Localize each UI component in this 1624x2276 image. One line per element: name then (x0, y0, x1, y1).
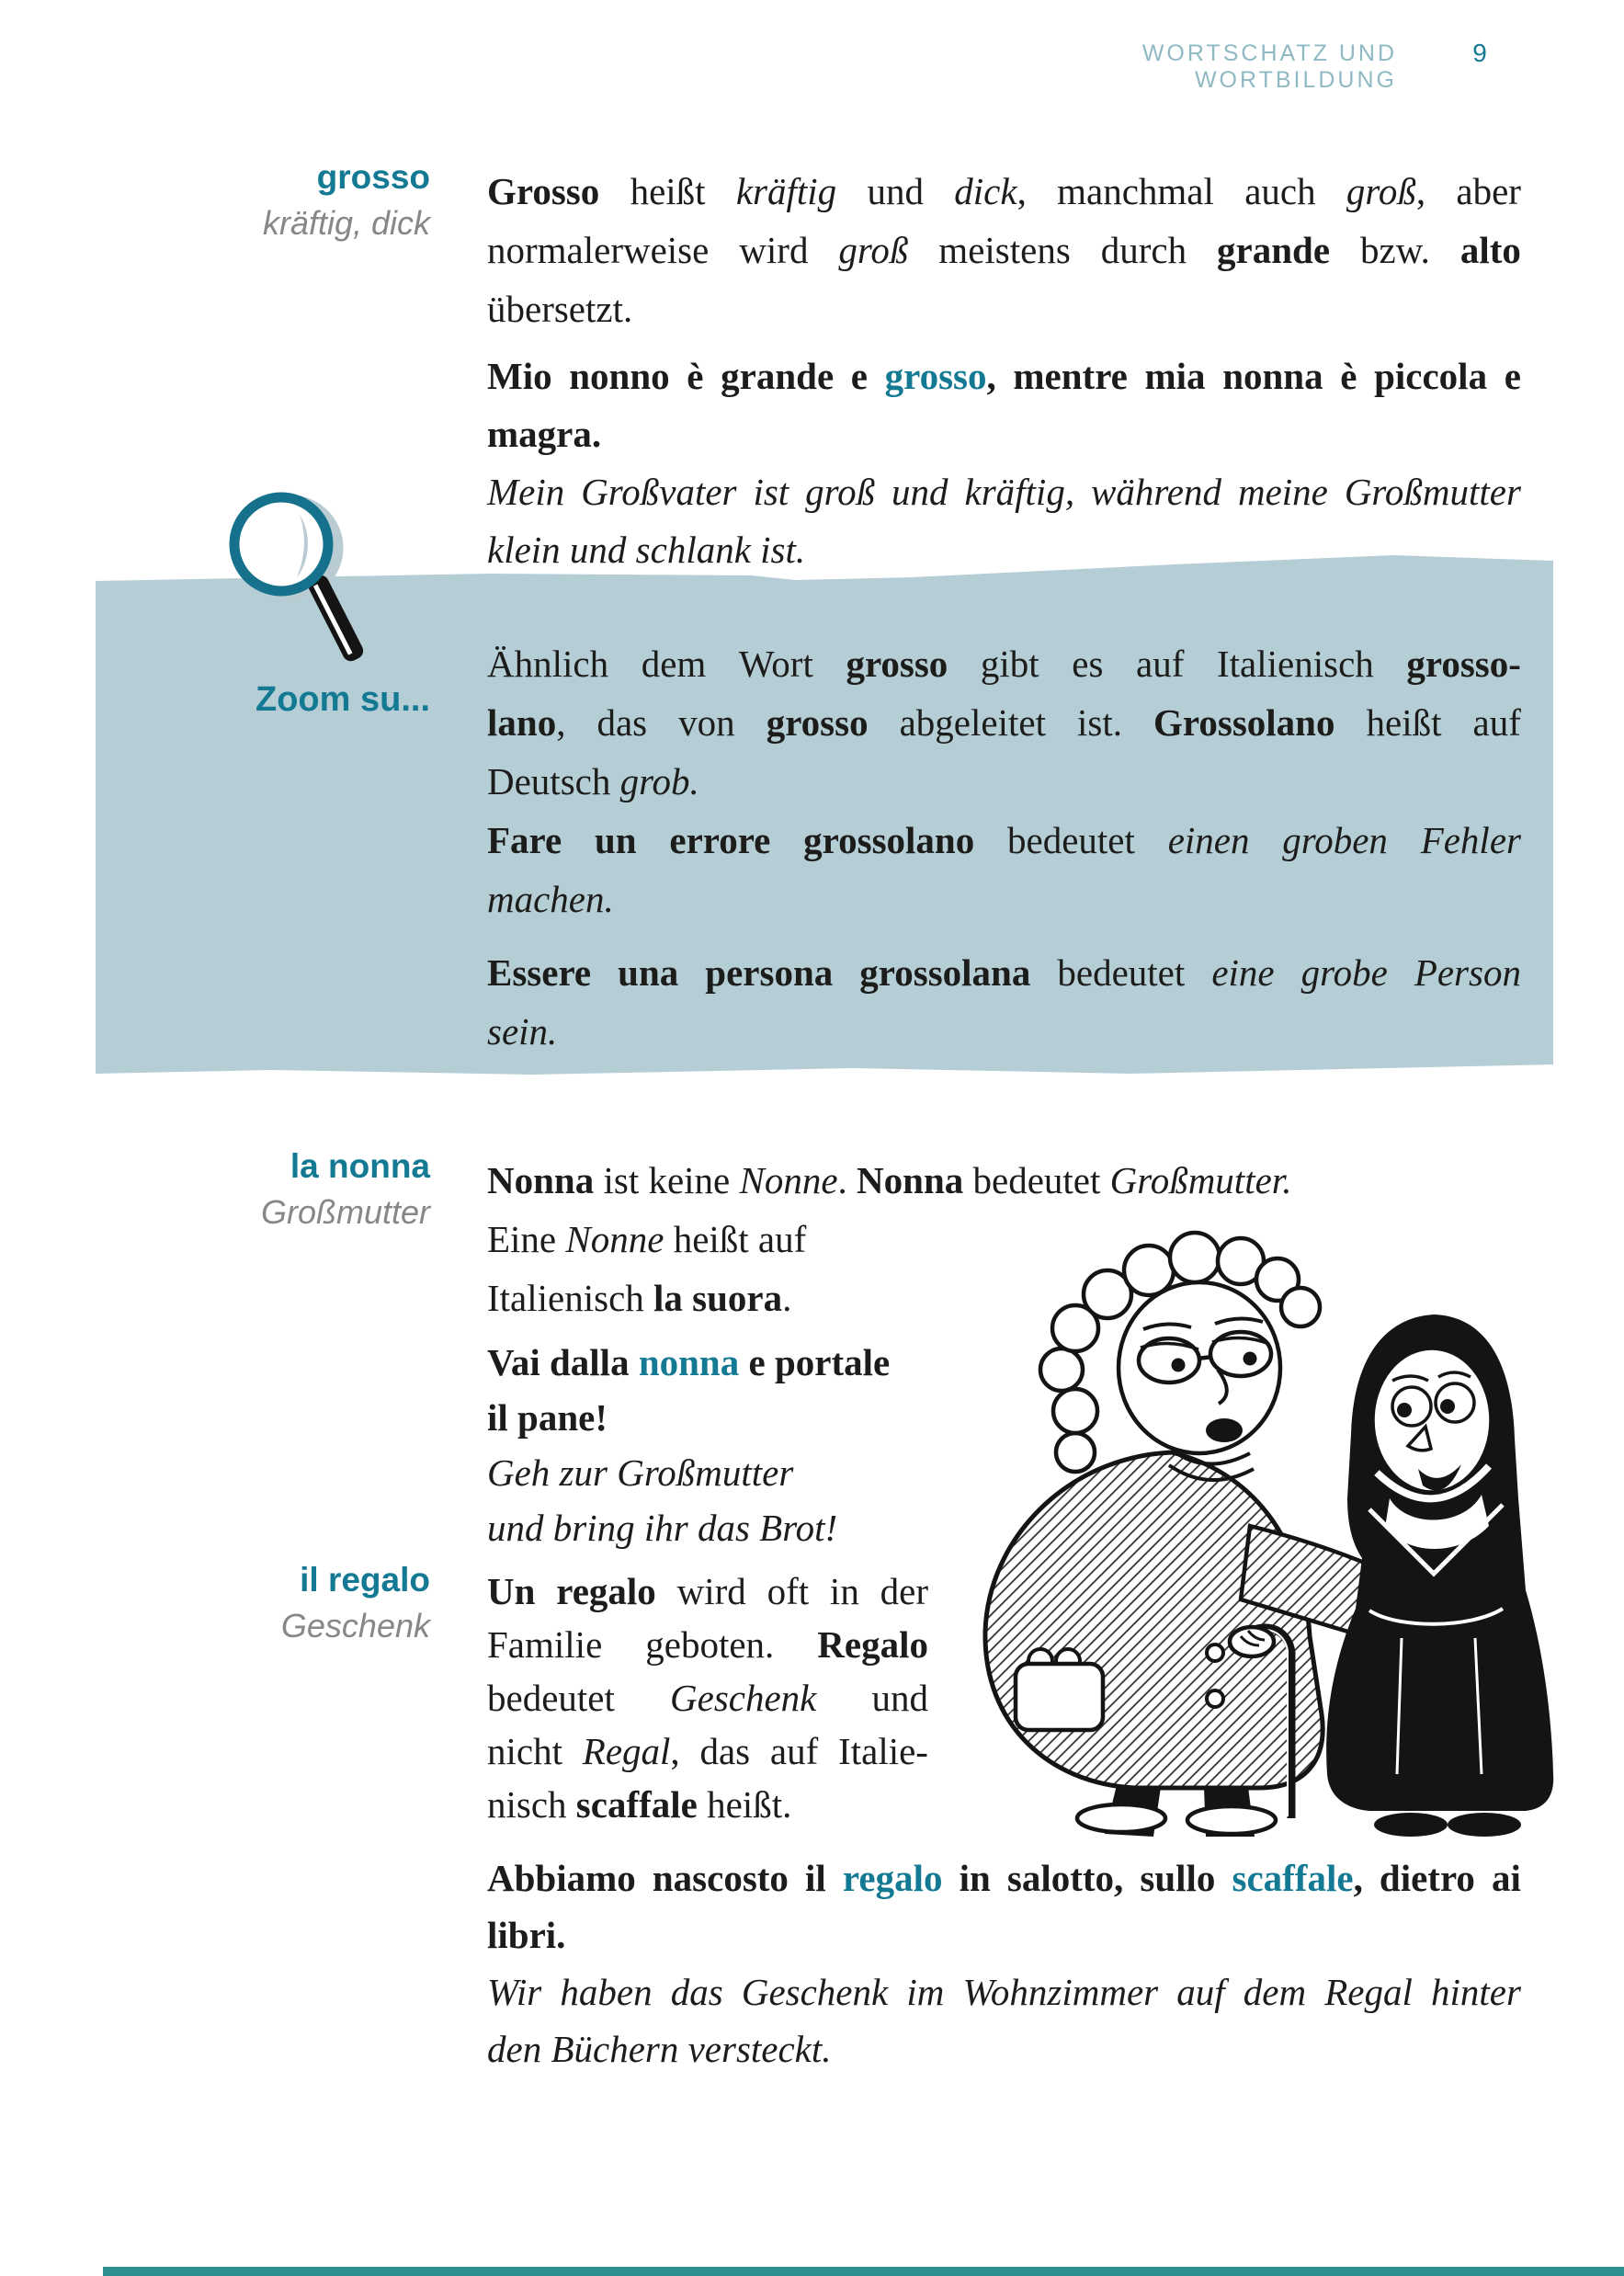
margin-term-grosso (101, 154, 430, 246)
footer-bar (103, 2267, 1624, 2276)
page-header: WORTSCHATZ UND WORTBILDUNG (1141, 40, 1397, 93)
page-number: 9 (1472, 39, 1487, 67)
margin-term-nonna (101, 1144, 430, 1235)
paragraph-essere-persona: Essere una persona grossolana bedeutet eine grobe Person sein. (487, 951, 1521, 1053)
nun-figure (1326, 1314, 1553, 1837)
paragraph-grosso-main: Grosso heißt kräftig und dick, manchmal auch groß, aber normalerweise wird groß meistens durch grande bzw. alto übersetzt. (487, 170, 1521, 330)
paragraph-nonna-intro-rest: Eine Nonne heißt auf Italienisch la suora. (487, 1218, 807, 1319)
term-translation: Geschenk (280, 1607, 430, 1644)
term-translation: Großmutter (260, 1193, 430, 1231)
magnifier-icon (204, 489, 369, 673)
term-label: la nonna (290, 1147, 430, 1185)
grandmother-nun-illustration (937, 1223, 1572, 1838)
paragraph-grossolano: Ähnlich dem Wort grosso gibt es auf Italienisch grosso- lano, das von grosso abgeleitet ist. Grossolano heißt auf Deutsch grob. (487, 643, 1521, 802)
zoom-su-label: Zoom su... (256, 680, 430, 719)
term-translation: kräftig, dick (262, 204, 430, 242)
paragraph-grosso-example: Mio nonno è grande e grosso, mentre mia nonna è piccola e magra. Mein Großvater ist groß und kräftig, während meine Großmutter klein und schlank ist. (487, 355, 1521, 571)
paragraph-regalo-example: Abbiamo nascosto il regalo in salotto, sullo scaffale, dietro ai libri. Wir haben das Geschenk im Wohnzimmer auf dem Regal hinter den Büchern versteckt. (487, 1857, 1521, 2070)
margin-term-regalo (101, 1557, 430, 1649)
paragraph-regalo-main: Un regalo wird oft in der Familie geboten. Regalo bedeutet Geschenk und nicht Regal, das auf Italie- nisch scaffale heißt. (487, 1570, 928, 1826)
term-label: grosso (316, 158, 430, 196)
paragraph-nonna-intro: Nonna ist keine Nonne. Nonna bedeutet Großmutter. (487, 1159, 1292, 1201)
term-label: il regalo (300, 1561, 430, 1599)
paragraph-fare-errore: Fare un errore grossolano bedeutet einen groben Fehler machen. (487, 819, 1521, 920)
paragraph-nonna-example: Vai dalla nonna e portale il pane! Geh zur Großmutter und bring ihr das Brot! (487, 1341, 891, 1549)
